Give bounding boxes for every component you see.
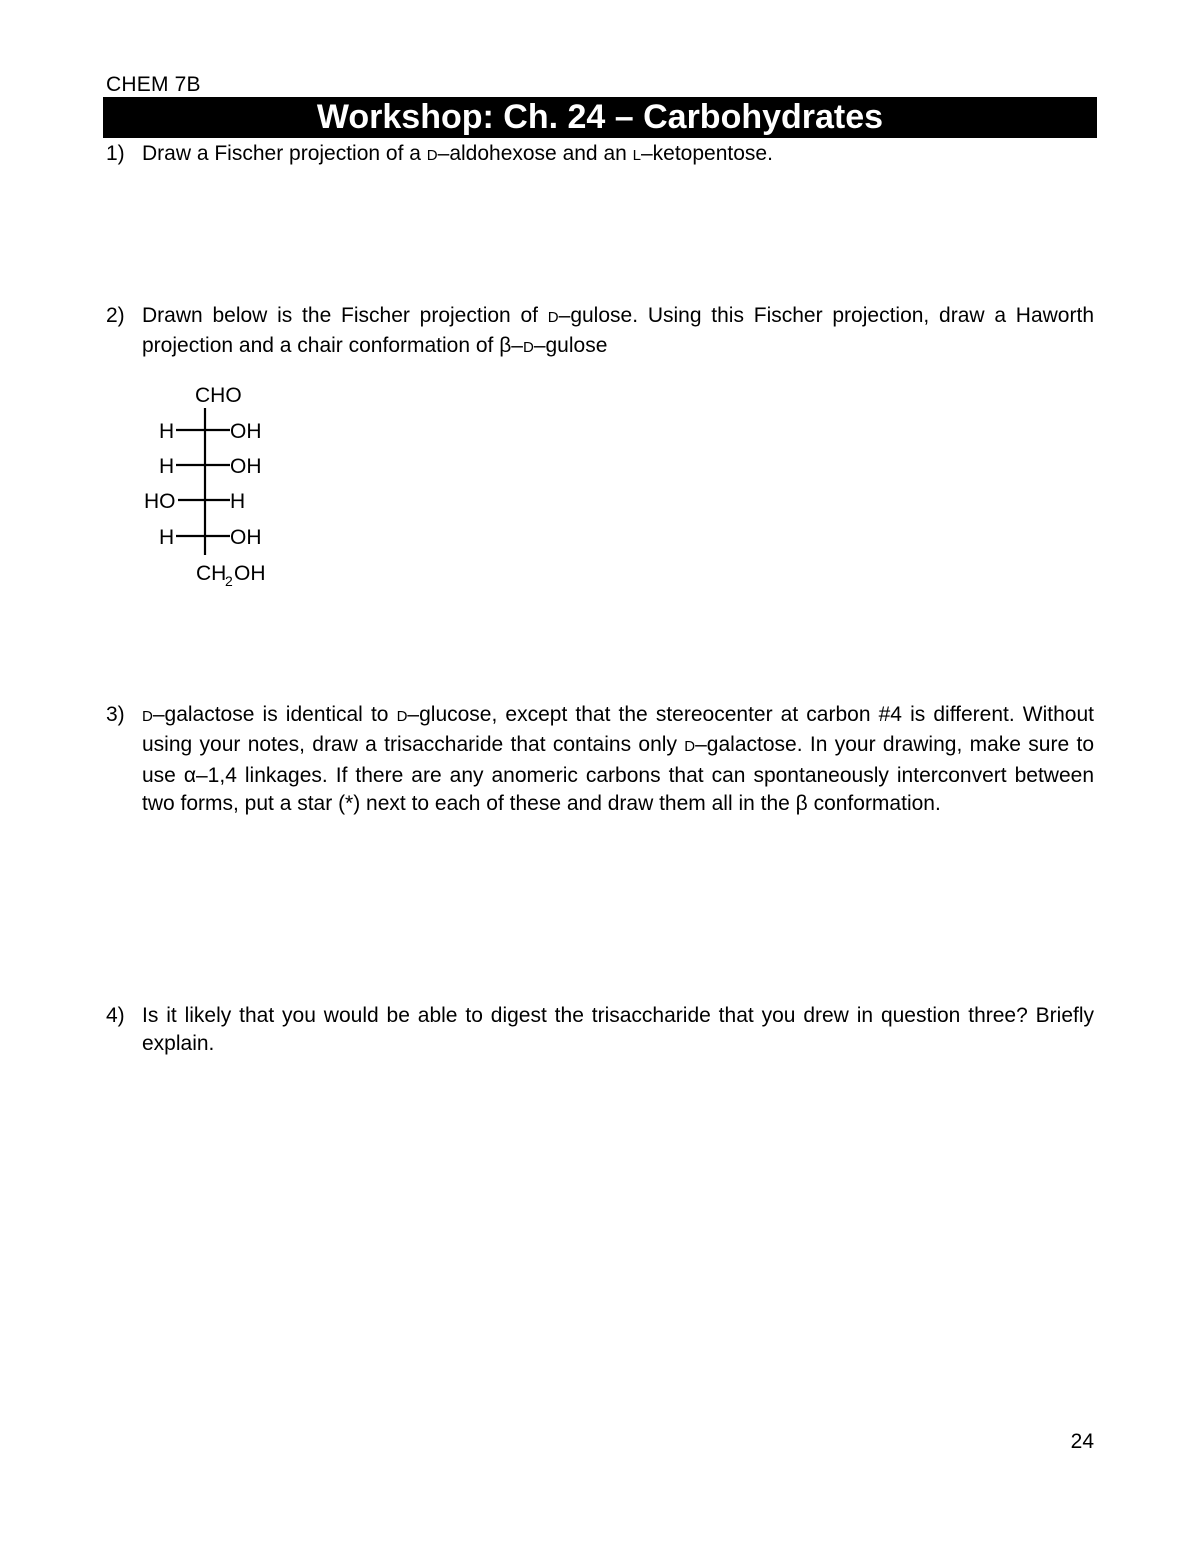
question-1 (106, 140, 1094, 170)
bottom-group-main: CH (196, 562, 227, 585)
c5-right: OH (230, 526, 262, 549)
top-group: CHO (195, 384, 242, 407)
question-text: Drawn below is the Fischer projection of D–gulose. Using this Fischer projection, draw a Haworth projection and a chair conformation of β–D–gulose (142, 304, 1094, 358)
c3-right: OH (230, 455, 262, 478)
question-text: Draw a Fischer projection of a D–aldohexose and an L–ketopentose. (142, 142, 773, 165)
course-code: CHEM 7B (106, 73, 201, 96)
question-text: Is it likely that you would be able to digest the trisaccharide that you drew in question three? Briefly explain. (142, 1004, 1094, 1056)
question-3 (106, 701, 1094, 818)
question-text: D–galactose is identical to D–glucose, except that the stereocenter at carbon #4 is different. Without using your notes, draw a trisaccharide that contains only D–galactose. In your drawing, make sure to use α–1,4 linkages. If there are any anomeric carbons that can spontaneously interconvert between two forms, put a star (*) next to each of these and draw them all in the β conformation. (142, 703, 1094, 815)
question-number: 1) (106, 142, 125, 165)
bottom-group-subscript: 2 (225, 573, 233, 589)
question-2 (106, 302, 1094, 363)
question-number: 2) (106, 304, 125, 327)
c3-left: H (159, 455, 175, 478)
worksheet-title: Workshop: Ch. 24 – Carbohydrates (103, 97, 1097, 138)
fischer-projection-d-gulose (138, 378, 288, 598)
c5-left: H (159, 526, 175, 549)
question-4 (106, 1002, 1094, 1059)
page-number: 24 (1070, 1430, 1094, 1453)
fischer-diagram (138, 378, 288, 598)
c2-right: OH (230, 420, 262, 443)
c4-left: HO (144, 490, 176, 513)
bottom-group-end: OH (234, 562, 266, 585)
question-number: 3) (106, 703, 125, 726)
c2-left: H (159, 420, 175, 443)
c4-right: H (230, 490, 246, 513)
question-number: 4) (106, 1004, 125, 1027)
